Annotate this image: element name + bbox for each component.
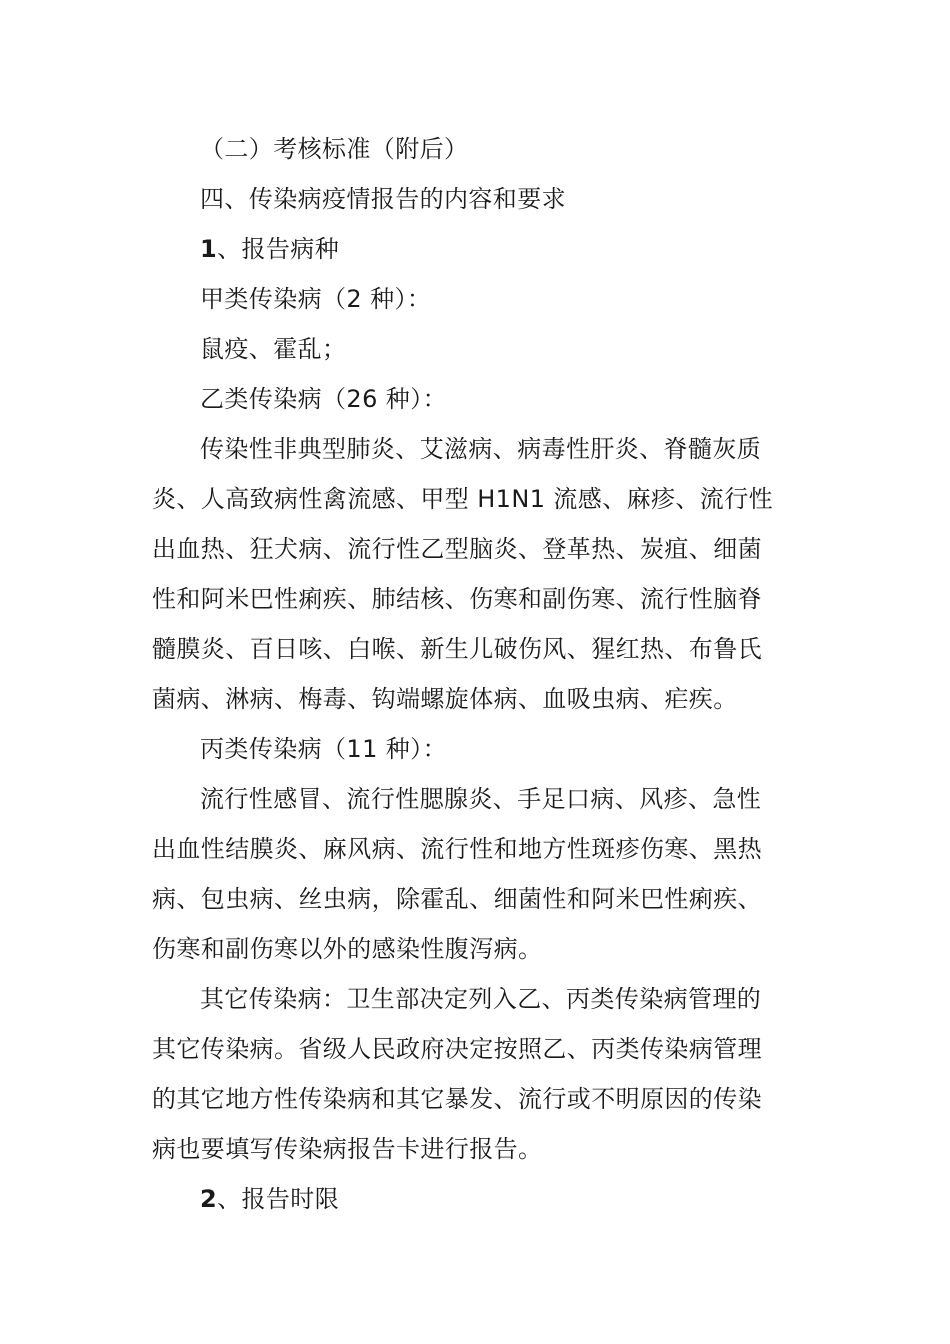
class-b-line: 炎、人高致病性禽流感、甲型 H1N1 流感、麻疹、流行性	[152, 485, 773, 513]
other-line: 的其它地方性传染病和其它暴发、流行或不明原因的传染	[152, 1085, 762, 1113]
section-1-heading	[152, 224, 792, 274]
class-b-line: 出血热、狂犬病、流行性乙型脑炎、登革热、炭疽、细菌	[152, 535, 762, 563]
other-line: 病也要填写传染病报告卡进行报告。	[152, 1135, 543, 1163]
class-c-paragraph	[152, 774, 792, 974]
section-2-number: 2	[200, 1185, 218, 1213]
class-b-line: 性和阿米巴性痢疾、肺结核、伤寒和副伤寒、流行性脑脊	[152, 585, 762, 613]
class-a-title: 甲类传染病（2 种）：	[200, 285, 432, 313]
section-heading-four: 四、传染病疫情报告的内容和要求	[200, 185, 566, 213]
class-c-title: 丙类传染病（11 种）：	[200, 735, 447, 763]
section-2-heading	[152, 1174, 792, 1224]
document-body	[152, 124, 792, 1224]
class-b-line: 传染性非典型肺炎、艾滋病、病毒性肝炎、脊髓灰质	[200, 435, 762, 463]
other-diseases-paragraph	[152, 974, 792, 1174]
section-1-title: 、报告病种	[217, 235, 340, 263]
class-c-line: 出血性结膜炎、麻风病、流行性和地方性斑疹伤寒、黑热	[152, 835, 762, 863]
class-b-line: 菌病、淋病、梅毒、钩端螺旋体病、血吸虫病、疟疾。	[152, 685, 738, 713]
class-b-line: 髓膜炎、百日咳、白喉、新生儿破伤风、猩红热、布鲁氏	[152, 635, 762, 663]
class-a-items: 鼠疫、霍乱；	[200, 335, 347, 363]
section-1-number: 1	[200, 235, 218, 263]
class-b-title: 乙类传染病（26 种）：	[200, 385, 447, 413]
other-line: 其它传染病。省级人民政府决定按照乙、丙类传染病管理	[152, 1035, 762, 1063]
class-c-line: 伤寒和副伤寒以外的感染性腹泻病。	[152, 935, 543, 963]
class-c-line: 病、包虫病、丝虫病，除霍乱、细菌性和阿米巴性痢疾、	[152, 885, 762, 913]
assessment-standard-line: （二）考核标准（附后）	[200, 135, 469, 163]
other-line: 其它传染病：卫生部决定列入乙、丙类传染病管理的	[200, 985, 762, 1013]
class-c-line: 流行性感冒、流行性腮腺炎、手足口病、风疹、急性	[200, 785, 762, 813]
class-b-paragraph	[152, 424, 792, 724]
section-2-title: 、报告时限	[217, 1185, 340, 1213]
